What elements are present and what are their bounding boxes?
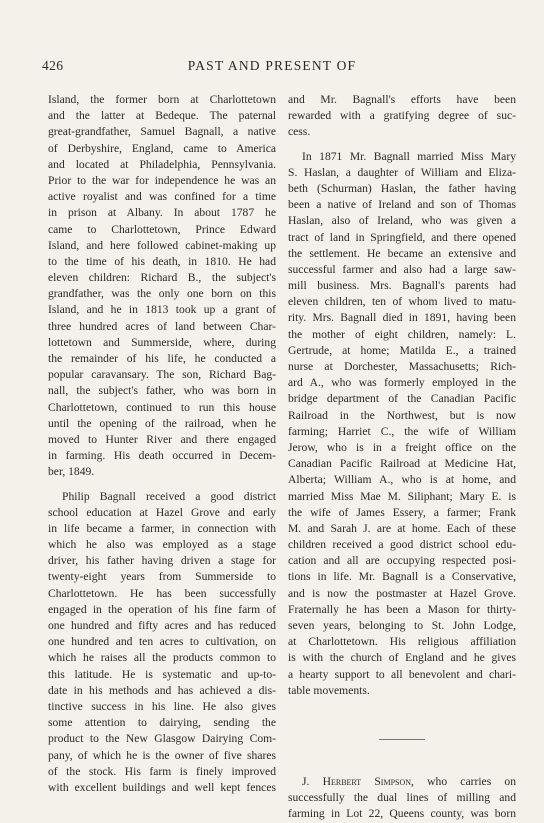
text-line: lottetown and Summerside, where, during: [48, 335, 276, 349]
text-line: the wife of James Essery, a farmer; Frank: [288, 505, 516, 519]
text-line: nall, the subject's father, who was born in: [48, 384, 276, 398]
text-line: Jerow, who is in a freight office on the: [288, 440, 516, 454]
text-line: until the opening of the railroad, when he: [48, 416, 276, 430]
text-line: successful farmer and also had a large saw-: [288, 262, 516, 276]
text-line: eleven children: Richard B., the subject's: [48, 271, 276, 285]
text-line: seven years, belonging to St. John Lodge,: [288, 619, 516, 632]
text-line: Philip Bagnall received a good district: [62, 489, 276, 503]
text-line: [288, 774, 516, 790]
text-line: mill business. Mrs. Bagnall's parents had: [288, 279, 516, 293]
text-line: engaged in the operation of his fine farm of: [48, 602, 276, 616]
text-line: married Miss Mae M. Siliphant; Mary E. is: [288, 489, 516, 503]
text-line: one hundred and ten acres to cultivation, on: [48, 635, 276, 649]
text-line: M. and Sarah J. are at home. Each of these: [288, 521, 516, 535]
text-line: great-grandfather, Samuel Bagnall, a native: [48, 125, 276, 139]
paragraph-simpson: [288, 790, 516, 822]
text-line: beth (Schurman) Haslan, the father having: [288, 181, 516, 195]
page-header: [42, 58, 502, 78]
text-line: cess.: [288, 125, 311, 139]
text-fragment: who carries on: [413, 774, 516, 788]
text-line: In 1871 Mr. Bagnall married Miss Mary: [302, 149, 516, 163]
text-line: Island, the former born at Charlottetown: [48, 93, 276, 106]
text-line: one hundred and fifty acres and has reduced: [48, 619, 276, 632]
paragraph-gap: [288, 141, 516, 149]
text-line: which he also was employed as a stage: [48, 538, 276, 552]
paragraph-gap: [48, 481, 276, 489]
text-line: and located at Philadelphia, Pennsylvania.: [48, 157, 276, 171]
text-line: in life became a farmer, in connection with: [48, 521, 276, 535]
text-line: Island, and here followed cabinet-making up: [48, 238, 276, 252]
text-line: pany, of which he is the owner of five shares: [48, 748, 276, 762]
text-line: this latitude. He is systematic and up-to-: [48, 667, 276, 681]
text-line: in prison at Albany. In about 1787 he: [48, 206, 276, 220]
text-line: twenty-eight years from Summerside to: [48, 570, 276, 584]
text-line: at Charlottetown. His religious affiliation: [288, 635, 516, 649]
page-number: 426: [42, 58, 64, 73]
text-line: in farming. His death occurred in Decem-: [48, 449, 276, 463]
text-line: Railroad in the Northwest, but is now: [288, 408, 516, 422]
text-line: been a native of Ireland and son of Thomas: [288, 198, 516, 212]
section-divider: [379, 739, 425, 740]
text-line: driver, his father having driven a stage for: [48, 554, 276, 568]
section-gap: [288, 752, 516, 774]
text-line: successfully the dual lines of milling and: [288, 791, 516, 805]
text-line: moved to Hunter River and there engaged: [48, 432, 276, 446]
right-column: [288, 92, 516, 823]
text-line: is with the church of England and he gives: [288, 651, 516, 665]
text-line: Haslan, also of Ireland, who was given a: [288, 214, 516, 228]
text-line: Gertrude, at home; Matilda E., a trained: [288, 343, 516, 357]
text-line: nurse at Dorchester, Massachusetts; Rich-: [288, 360, 516, 373]
text-line: tions in life. Mr. Bagnall is a Conservative,: [288, 570, 516, 584]
text-line: and the latter at Bedeque. The paternal: [48, 109, 276, 123]
text-line: school education at Hazel Grove and early: [48, 505, 276, 519]
paragraph-philip-bagnall: [48, 489, 276, 797]
text-line: Prior to the war for independence he was an: [48, 173, 276, 187]
text-line: which he raises all the products common to: [48, 651, 276, 665]
text-line: children received a good district school edu-: [288, 538, 516, 552]
text-line: Alberta; William A., who is at home, and: [288, 473, 516, 487]
text-line: table movements.: [288, 683, 370, 697]
text-line: popular caravansary. The son, Richard Bag-: [48, 368, 276, 382]
text-line: ard A., who was formerly employed in the: [288, 376, 516, 390]
text-line: Island, and he in 1813 took up a grant of: [48, 303, 276, 317]
text-line: a hearty support to all benevolent and chari-: [288, 667, 516, 681]
text-line: three hundred acres of land between Char-: [48, 319, 276, 333]
text-line: bridge department of the Canadian Pacific: [288, 392, 516, 406]
text-line: rewarded with a gratifying degree of suc-: [288, 109, 516, 123]
text-line: Fraternally he has been a Mason for thirty-: [288, 602, 516, 616]
text-line: tract of land in Springfield, and there opened: [288, 230, 516, 244]
text-line: product to the New Glasgow Dairying Com-: [48, 732, 276, 746]
text-line: farming; Harriet C., the wife of William: [288, 424, 516, 438]
text-line: grandfather, was the only one born on this: [48, 287, 276, 301]
text-line: ber, 1849.: [48, 465, 95, 479]
text-line: with excellent buildings and well kept fences: [48, 780, 276, 794]
text-line: active royalist and was confined for a time: [48, 190, 276, 204]
text-line: Charlottetown. He has been successfully: [48, 586, 276, 600]
text-line: of the stock. His farm is finely improved: [48, 764, 276, 778]
paragraph-gap: [288, 699, 516, 707]
text-line: the settlement. He became an extensive and: [288, 246, 516, 260]
paragraph-bagnall-ancestry: [48, 92, 276, 489]
text-line: the remainder of his life, he conducted a: [48, 352, 276, 365]
section-gap: [288, 707, 516, 729]
paragraph-success: [288, 92, 516, 149]
running-head: PAST AND PRESENT OF: [187, 58, 357, 73]
text-line: and is now the postmaster at Hazel Grove.: [288, 586, 516, 600]
text-line: tinctive success in his line. He also gives: [48, 699, 276, 713]
text-line: came to Charlottetown, Prince Edward: [48, 222, 276, 236]
text-line: S. Haslan, a daughter of William and Eliza-: [288, 165, 516, 179]
text-line: to the time of his death, in 1810. He had: [48, 254, 276, 268]
left-column: [48, 92, 276, 796]
text-line: of Derbyshire, England, came to America: [48, 141, 276, 155]
paragraph-marriage-family: [288, 149, 516, 707]
text-line: date in his methods and has achieved a dis-: [48, 683, 276, 697]
text-line: farming in Lot 22, Queens county, was born: [288, 807, 516, 821]
subject-name: J. Herbert Simpson,: [302, 774, 414, 788]
text-line: and Mr. Bagnall's efforts have been: [288, 93, 516, 106]
text-line: some attention to dairying, sending the: [48, 716, 276, 730]
text-line: eleven children, ten of whom lived to matu-: [288, 295, 516, 309]
text-line: rity. Mrs. Bagnall died in 1891, having been: [288, 311, 516, 325]
text-line: cation and all are occupying respected posi-: [288, 554, 516, 568]
text-line: Charlottetown, continued to run this house: [48, 400, 276, 414]
text-line: Canadian Pacific Railroad at Medicine Hat,: [288, 457, 516, 471]
text-line: the mother of eight children, namely: L.: [288, 327, 516, 341]
